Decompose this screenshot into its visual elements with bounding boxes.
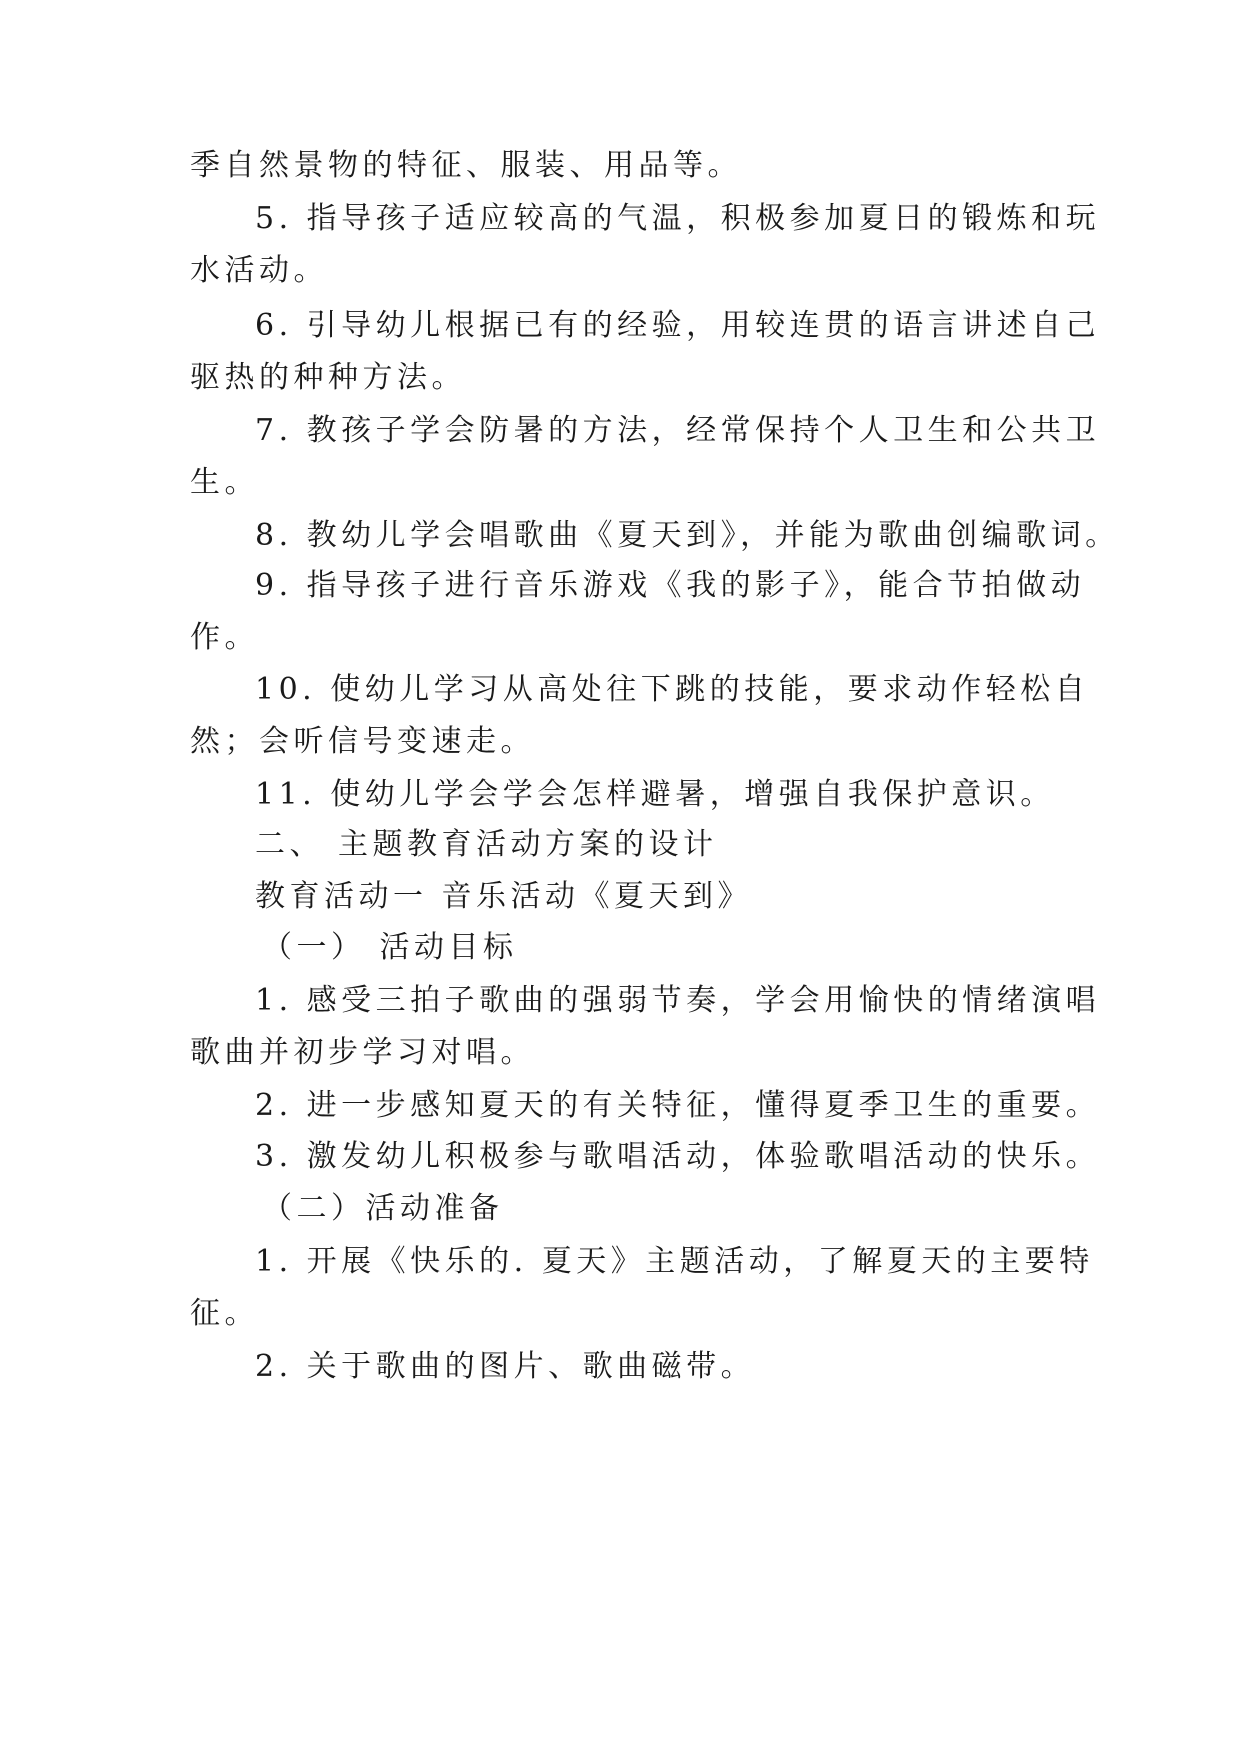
text-line: 然；会听信号变速走。 [190,724,535,759]
list-item: 2. 关于歌曲的图片、歌曲磁带。 [255,1349,756,1384]
list-item: 9. 指导孩子进行音乐游戏《我的影子》，能合节拍做动 [255,568,1086,603]
list-item: 8. 教幼儿学会唱歌曲《夏天到》，并能为歌曲创编歌词。 [255,518,1120,553]
list-item: 11. 使幼儿学会学会怎样避暑，增强自我保护意识。 [255,777,1055,812]
text-line: 生。 [190,465,259,500]
subsection-heading: （二）活动准备 [262,1191,504,1226]
activity-heading: 教育活动一 音乐活动《夏天到》 [255,879,753,914]
text-line: 水活动。 [190,253,328,288]
list-item: 7. 教孩子学会防暑的方法，经常保持个人卫生和公共卫 [255,413,1101,448]
list-item: 6. 引导幼儿根据已有的经验，用较连贯的语言讲述自己 [255,308,1101,343]
text-line: 歌曲并初步学习对唱。 [190,1035,535,1070]
list-item: 1. 感受三拍子歌曲的强弱节奏，学会用愉快的情绪演唱 [255,983,1101,1018]
text-line: 季自然景物的特征、服装、用品等。 [190,148,742,183]
list-item: 10. 使幼儿学习从高处往下跳的技能，要求动作轻松自 [255,672,1090,707]
section-heading: 二、 主题教育活动方案的设计 [255,827,718,862]
text-line: 驱热的种种方法。 [190,360,466,395]
list-item: 1. 开展《快乐的. 夏天》主题活动，了解夏天的主要特 [255,1244,1094,1279]
subsection-heading: （一） 活动目标 [262,930,518,965]
list-item: 5. 指导孩子适应较高的气温，积极参加夏日的锻炼和玩 [255,201,1101,236]
list-item: 3. 激发幼儿积极参与歌唱活动，体验歌唱活动的快乐。 [255,1139,1101,1174]
text-line: 作。 [190,620,259,655]
text-line: 征。 [190,1296,259,1331]
list-item: 2. 进一步感知夏天的有关特征，懂得夏季卫生的重要。 [255,1088,1101,1123]
